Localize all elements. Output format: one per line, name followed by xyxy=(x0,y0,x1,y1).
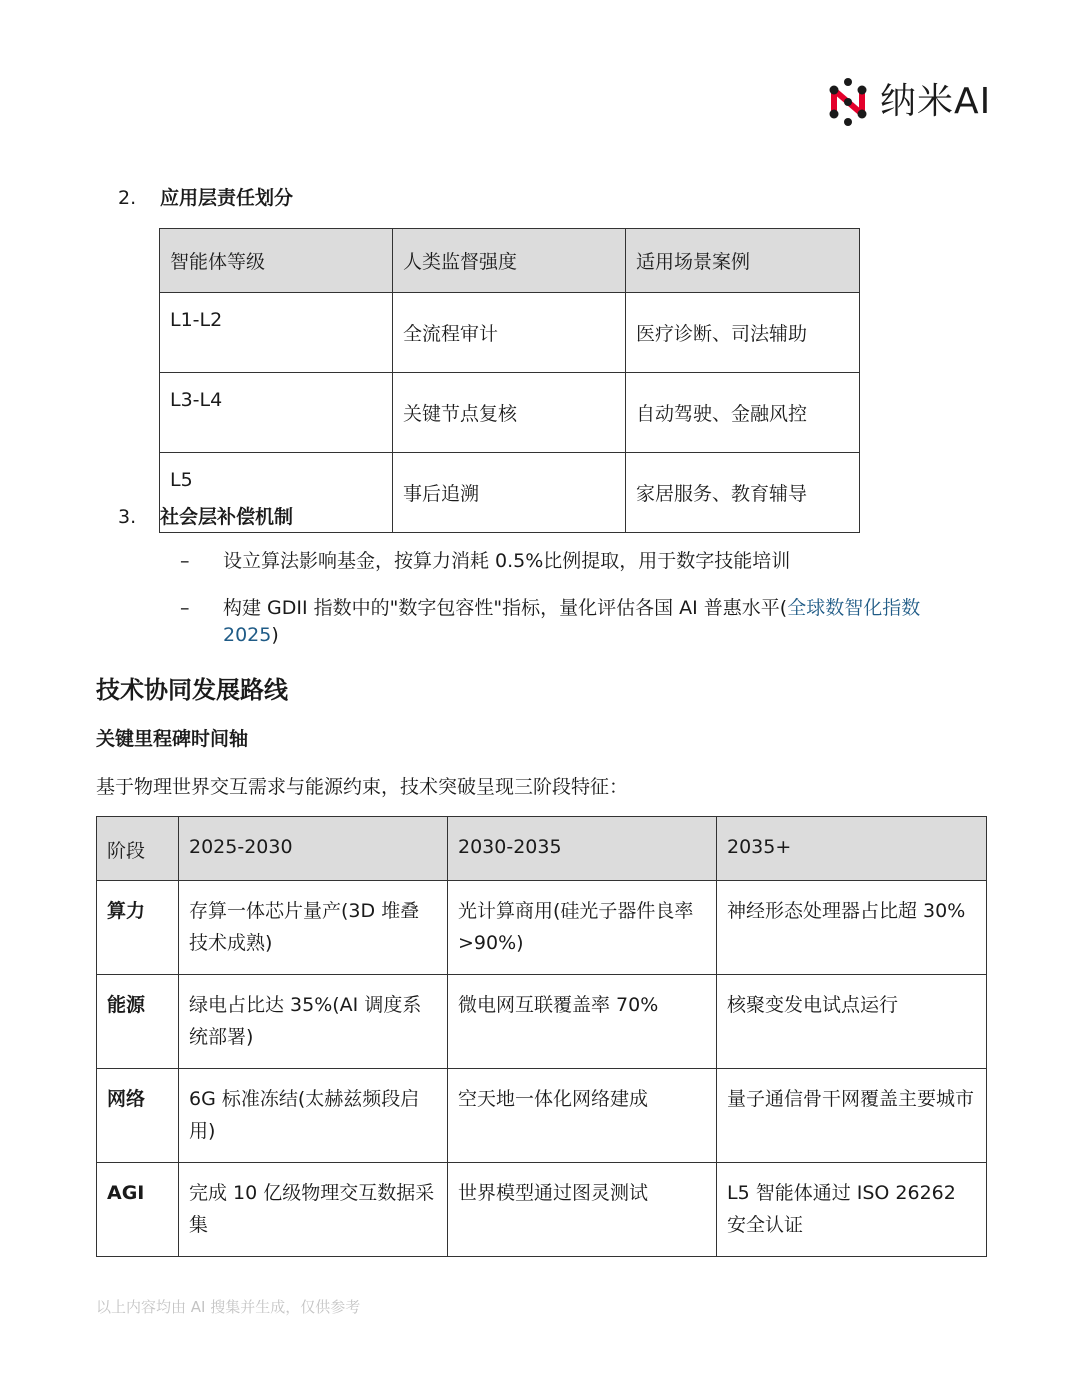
table-cell: 存算一体芯片量产(3D 堆叠技术成熟) xyxy=(179,881,448,975)
table-cell: 完成 10 亿级物理交互数据采集 xyxy=(179,1163,448,1257)
section-3-title: 社会层补偿机制 xyxy=(160,506,294,528)
table-header-cell: 适用场景案例 xyxy=(626,229,860,293)
table-cell: L5 智能体通过 ISO 26262 安全认证 xyxy=(717,1163,987,1257)
subsection-heading: 关键里程碑时间轴 xyxy=(96,728,249,750)
table-cell: 全流程审计 xyxy=(393,293,626,373)
disclaimer-footer: 以上内容均由 AI 搜集并生成，仅供参考 xyxy=(96,1298,361,1316)
table-header-cell: 阶段 xyxy=(97,817,179,881)
table-row xyxy=(160,293,860,373)
table-row xyxy=(97,881,987,975)
milestone-table xyxy=(96,816,987,1257)
table-header-row xyxy=(97,817,987,881)
table-cell: L1-L2 xyxy=(160,293,393,373)
brand-logo xyxy=(826,78,991,126)
table-cell: 神经形态处理器占比超 30% xyxy=(717,881,987,975)
table-cell: L5 xyxy=(160,453,393,533)
gdii-reference-link[interactable]: 全球数智化指数 2025 xyxy=(223,597,921,646)
section-2-title: 应用层责任划分 xyxy=(160,187,294,209)
table-header-cell: 2025-2030 xyxy=(179,817,448,881)
table-header-cell: 人类监督强度 xyxy=(393,229,626,293)
table-cell: 世界模型通过图灵测试 xyxy=(448,1163,717,1257)
bullet-text-tail: ) xyxy=(271,624,279,646)
table-cell: 绿电占比达 35%(AI 调度系统部署) xyxy=(179,975,448,1069)
table-cell: 关键节点复核 xyxy=(393,373,626,453)
bullet-text: 设立算法影响基金，按算力消耗 0.5%比例提取，用于数字技能培训 xyxy=(223,550,791,572)
nano-ai-logo-icon xyxy=(826,78,870,126)
table-cell: 微电网互联覆盖率 70% xyxy=(448,975,717,1069)
table-header-row xyxy=(160,229,860,293)
list-item xyxy=(180,548,940,575)
bullet-dash: – xyxy=(180,550,190,572)
section-2-number: 2. xyxy=(118,187,137,209)
table-cell: 核聚变发电试点运行 xyxy=(717,975,987,1069)
bullet-text: 构建 GDII 指数中的"数字包容性"指标，量化评估各国 AI 普惠水平( xyxy=(223,597,788,619)
table-cell: 事后追溯 xyxy=(393,453,626,533)
table-row xyxy=(160,373,860,453)
intro-paragraph: 基于物理世界交互需求与能源约束，技术突破呈现三阶段特征： xyxy=(96,776,629,798)
section-3-number: 3. xyxy=(118,506,137,528)
table-row xyxy=(97,1163,987,1257)
bullet-dash: – xyxy=(180,597,190,619)
row-label: AGI xyxy=(97,1163,179,1257)
row-label: 算力 xyxy=(97,881,179,975)
section-heading: 技术协同发展路线 xyxy=(96,676,288,704)
brand-name: 纳米AI xyxy=(880,81,992,122)
table-header-cell: 2030-2035 xyxy=(448,817,717,881)
table-cell: 6G 标准冻结(太赫兹频段启用) xyxy=(179,1069,448,1163)
table-cell: 空天地一体化网络建成 xyxy=(448,1069,717,1163)
table-cell: 自动驾驶、金融风控 xyxy=(626,373,860,453)
table-cell: 光计算商用(硅光子器件良率>90%) xyxy=(448,881,717,975)
table-header-cell: 智能体等级 xyxy=(160,229,393,293)
list-item xyxy=(180,595,940,649)
section-3-heading xyxy=(118,502,293,529)
table-row xyxy=(97,975,987,1069)
section-2-heading xyxy=(118,183,293,210)
row-label: 网络 xyxy=(97,1069,179,1163)
table-cell: 量子通信骨干网覆盖主要城市 xyxy=(717,1069,987,1163)
responsibility-table xyxy=(159,228,860,533)
table-cell: 家居服务、教育辅导 xyxy=(626,453,860,533)
row-label: 能源 xyxy=(97,975,179,1069)
table-cell: 医疗诊断、司法辅助 xyxy=(626,293,860,373)
table-cell: L3-L4 xyxy=(160,373,393,453)
table-row xyxy=(97,1069,987,1163)
table-header-cell: 2035+ xyxy=(717,817,987,881)
